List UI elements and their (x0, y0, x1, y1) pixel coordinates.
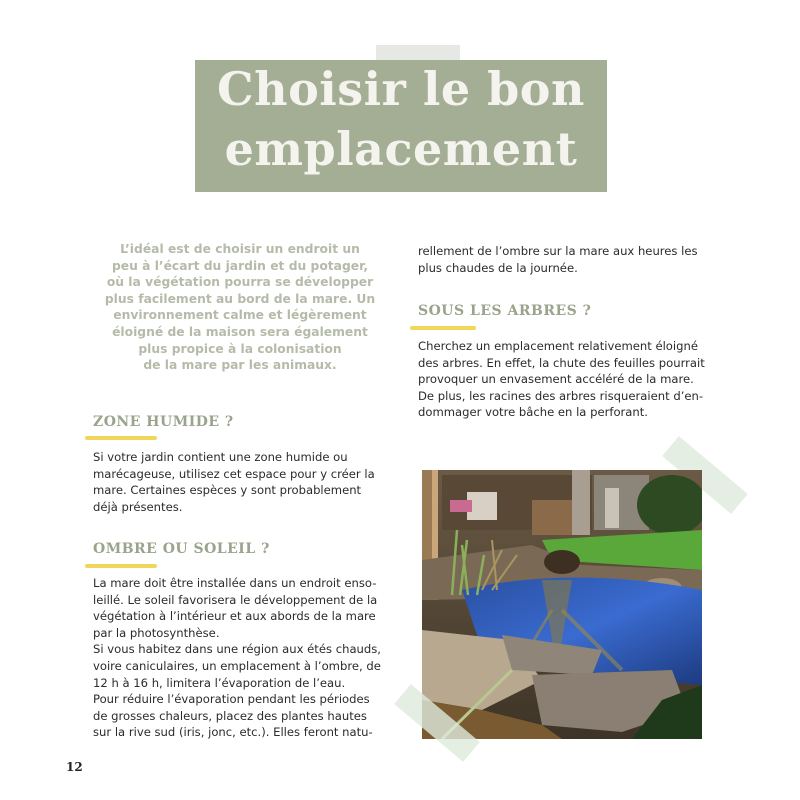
section-body-sous-les-arbres (418, 338, 728, 421)
section-heading-sous-les-arbres: SOUS LES ARBRES ? (418, 303, 592, 319)
body-line: marécageuse, utilisez cet espace pour y créer la (93, 466, 375, 481)
body-line: Cherchez un emplacement relativement éloigné (418, 339, 698, 353)
body-line: provoquer un envasement accéléré de la mare. (418, 372, 694, 387)
intro-line: éloigné de la maison sera également (112, 324, 368, 339)
intro-line: environnement calme et légèrement (113, 308, 367, 323)
section-body-ombre-ou-soleil (93, 575, 403, 741)
body-line: leillé. Le soleil favorisera le développement de la (93, 592, 378, 607)
section-heading-ombre-ou-soleil: OMBRE OU SOLEIL ? (93, 541, 270, 557)
body-line: dommager votre bâche en la perforant. (418, 405, 648, 420)
intro-line: où la végétation pourra se développer (106, 275, 374, 290)
body-line: Pour réduire l’évaporation pendant les périodes (93, 692, 370, 707)
body-line: De plus, les racines des arbres risqueraient d’en- (418, 388, 704, 403)
body-line: 12 h à 16 h, limitera l’évaporation de l’eau. (93, 675, 346, 690)
page-title-line-2: emplacement (224, 122, 578, 176)
intro-line: plus facilement au bord de la mare. Un (104, 291, 376, 306)
intro-line: L’idéal est de choisir un endroit un (120, 242, 360, 256)
heading-underline (85, 564, 157, 568)
page-number: 12 (66, 760, 83, 774)
heading-underline (410, 326, 476, 330)
section-body-continuation (418, 243, 728, 276)
heading-underline (85, 436, 157, 440)
body-line: déjà présentes. (93, 499, 183, 514)
pond-photo (422, 470, 702, 739)
body-line: végétation à l’intérieur et aux abords de la mare (93, 609, 376, 624)
body-line: par la photosynthèse. (93, 625, 220, 640)
page-title-line-1: Choisir le bon (217, 62, 585, 116)
pond-photo-illustration (422, 470, 702, 739)
intro-line: plus propice à la colonisation (138, 341, 342, 356)
section-body-zone-humide (93, 449, 403, 515)
intro-line: de la mare par les animaux. (143, 358, 337, 373)
intro-paragraph (80, 241, 400, 374)
body-line: rellement de l’ombre sur la mare aux heures les (418, 244, 698, 258)
section-heading-zone-humide: ZONE HUMIDE ? (93, 414, 234, 430)
body-line: sur la rive sud (iris, jonc, etc.). Elles feront natu- (93, 725, 373, 740)
body-line: mare. Certaines espèces y sont probablement (93, 483, 362, 498)
body-line: plus chaudes de la journée. (418, 260, 578, 275)
intro-line: peu à l’écart du jardin et du potager, (111, 258, 369, 273)
body-line: de grosses chaleurs, placez des plantes hautes (93, 708, 367, 723)
body-line: voire caniculaires, un emplacement à l’ombre, de (93, 658, 381, 673)
body-line: La mare doit être installée dans un endroit enso- (93, 576, 377, 590)
body-line: Si vous habitez dans une région aux étés chauds, (93, 642, 381, 657)
body-line: Si votre jardin contient une zone humide ou (93, 450, 348, 464)
body-line: des arbres. En effet, la chute des feuilles pourrait (418, 355, 705, 370)
